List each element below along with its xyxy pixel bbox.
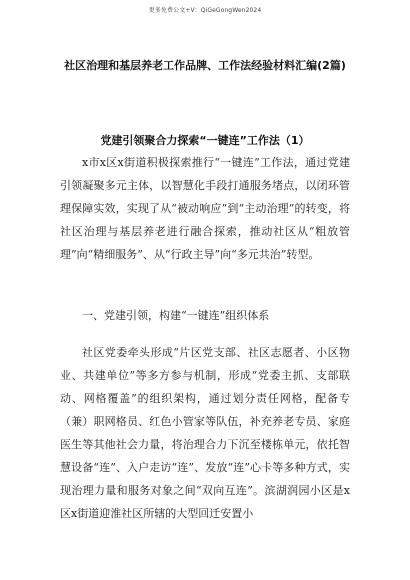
- intro-paragraph: x市x区x街道积极探索推行“一键连”工作法，通过党建引领凝聚多元主体，以智慧化手段打通服务堵点，以闭环管理保障实效，实现了从“被动响应”到“主动治理”的转变，将社区治理与基层养老进行融合探索，推动社区从“粗放管理”向“精细服务”、从“行政主导”向“多元共治”转型。: [60, 156, 350, 261]
- section-title: 党建引领聚合力探索“一键连”工作法（1）: [100, 134, 310, 147]
- document-title: 社区治理和基层养老工作品牌、工作法经验材料汇编(2篇): [64, 59, 346, 72]
- body-paragraph: 社区党委牵头形成“片区党支部、社区志愿者、小区物业、共建单位”等多方参与机制，形成“党委主抓、支部联动、网格覆盖”的组织架构，通过划分责任网格，配备专（兼）职网格员、红色小管家等队伍，补充养老专员、家庭医生等其他社会力量，将治理合力下沉至楼栋单元，依托智慧设备“连”、入户走访“连”、发放“连”心卡等多种方式，实现治理力量和服务对象之间“双向互连”。滨湖润园小区是x区x街道迎淮社区所辖的大型回迁安置小: [60, 346, 350, 520]
- header-note: 更多免费公文+V：QiGeGongWen2024: [148, 7, 262, 14]
- subheading-1: 一、党建引领，构建“一键连”组织体系: [82, 309, 270, 322]
